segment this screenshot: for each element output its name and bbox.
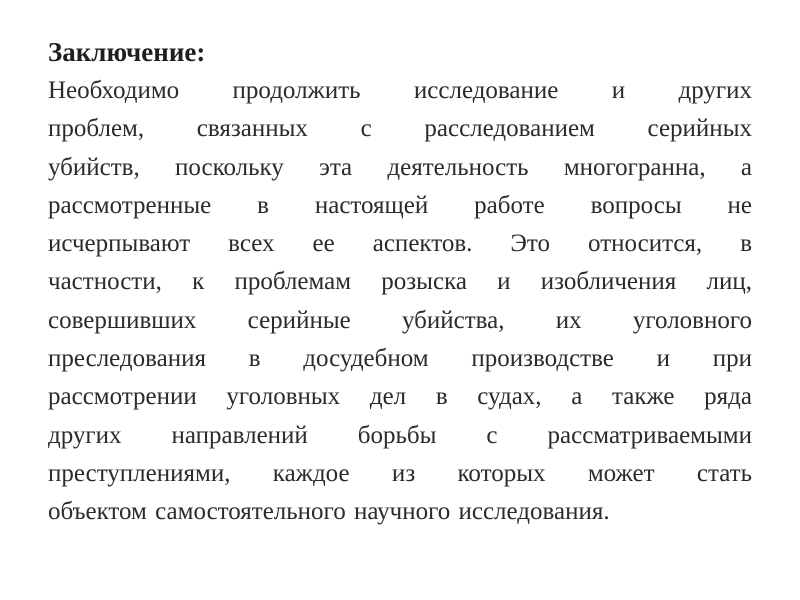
- paragraph-line: проблем, связанных с расследованием серийных: [48, 115, 752, 143]
- paragraph-line: исчерпывают всех ее аспектов. Это относится, в: [48, 230, 752, 258]
- paragraph-line: объектом самостоятельного научного исследования.: [48, 498, 610, 526]
- paragraph-line: преследования в досудебном производстве и при: [48, 345, 752, 373]
- paragraph-line: Необходимо продолжить исследование и других: [48, 77, 752, 104]
- paragraph-line: совершивших серийные убийства, их уголовного: [48, 306, 752, 334]
- paragraph-line: других направлений борьбы с рассматриваемыми: [48, 421, 752, 449]
- paragraph-line: рассмотрении уголовных дел в судах, а также ряда: [48, 383, 752, 411]
- conclusion-heading: Заключение:: [48, 37, 206, 67]
- conclusion-paragraph: [48, 72, 752, 532]
- paragraph-line: убийств, поскольку эта деятельность многогранна, а: [48, 153, 752, 181]
- slide-content: [48, 32, 752, 532]
- paragraph-line: преступлениями, каждое из которых может стать: [48, 459, 752, 487]
- paragraph-line: частности, к проблемам розыска и изобличения лиц,: [48, 268, 752, 296]
- paragraph-line: рассмотренные в настоящей работе вопросы не: [48, 191, 752, 219]
